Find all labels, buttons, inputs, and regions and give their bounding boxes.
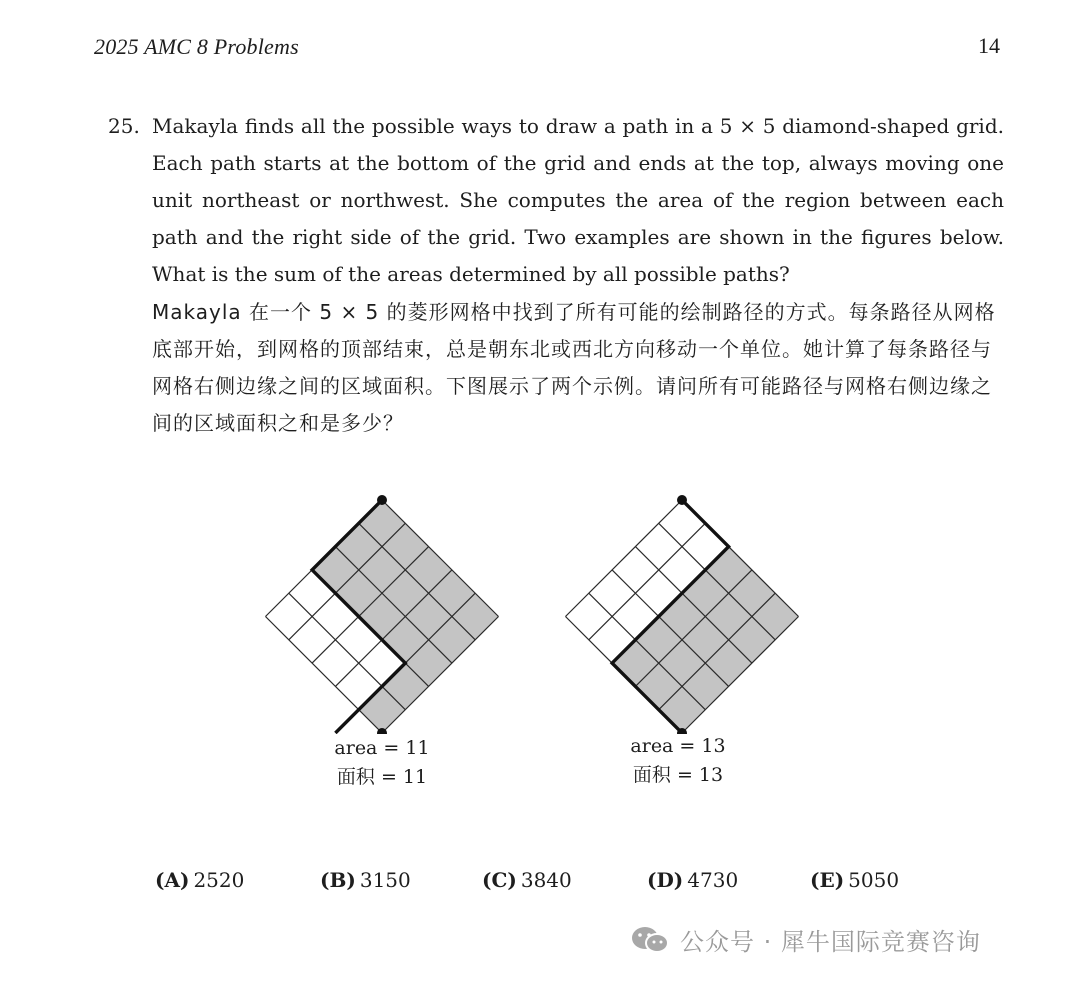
header-title: 2025 AMC 8 Problems [94, 34, 299, 59]
diamond-grid-1 [262, 494, 502, 734]
diamond-grid-2 [562, 494, 802, 734]
figure-example-2 [562, 494, 802, 734]
choice-b: (B) 3150 [320, 868, 411, 892]
problem-text-chinese: Makayla 在一个 5 × 5 的菱形网格中找到了所有可能的绘制路径的方式。每条路径从网格底部开始，到网格的顶部结束，总是朝东北或西北方向移动一个单位。她计算了每条路径与网格右侧边缘之间的区域面积。下图展示了两个示例。请问所有可能路径与网格右侧边缘之间的区域面积之和是多少？ [152, 300, 996, 435]
path-end-dot [677, 495, 687, 505]
choice-d: (D) 4730 [647, 868, 739, 892]
figure-1-area-label-zh: 面积 = 11 [336, 766, 428, 788]
grid-line [266, 617, 383, 734]
problem-number: 25. [108, 114, 140, 138]
choice-c: (C) 3840 [482, 868, 572, 892]
path-end-dot [377, 495, 387, 505]
figure-1-area-label: area = 11 [334, 737, 430, 759]
page-number: 14 [978, 33, 1000, 58]
grid-line [566, 500, 683, 617]
figure-2-area-label: area = 13 [630, 735, 726, 757]
choice-e: (E) 5050 [810, 868, 900, 892]
watermark [630, 922, 981, 957]
watermark-text: 公众号 · 犀牛国际竞赛咨询 [680, 928, 981, 956]
wechat-icon [630, 925, 670, 955]
choice-a: (A) 2520 [155, 868, 245, 892]
figure-example-1 [262, 494, 502, 734]
figure-2-area-label-zh: 面积 = 13 [632, 764, 724, 786]
problem-text-english: Makayla finds all the possible ways to draw a path in a 5 × 5 diamond-shaped grid. Each path starts at the bottom of the grid and ends at the top, always moving one unit northeast or northwest. She computes the area of the region between each path and the right side of the grid. Two examples are shown in the figures below. What is the sum of the areas determined by all possible paths? [152, 114, 1004, 286]
